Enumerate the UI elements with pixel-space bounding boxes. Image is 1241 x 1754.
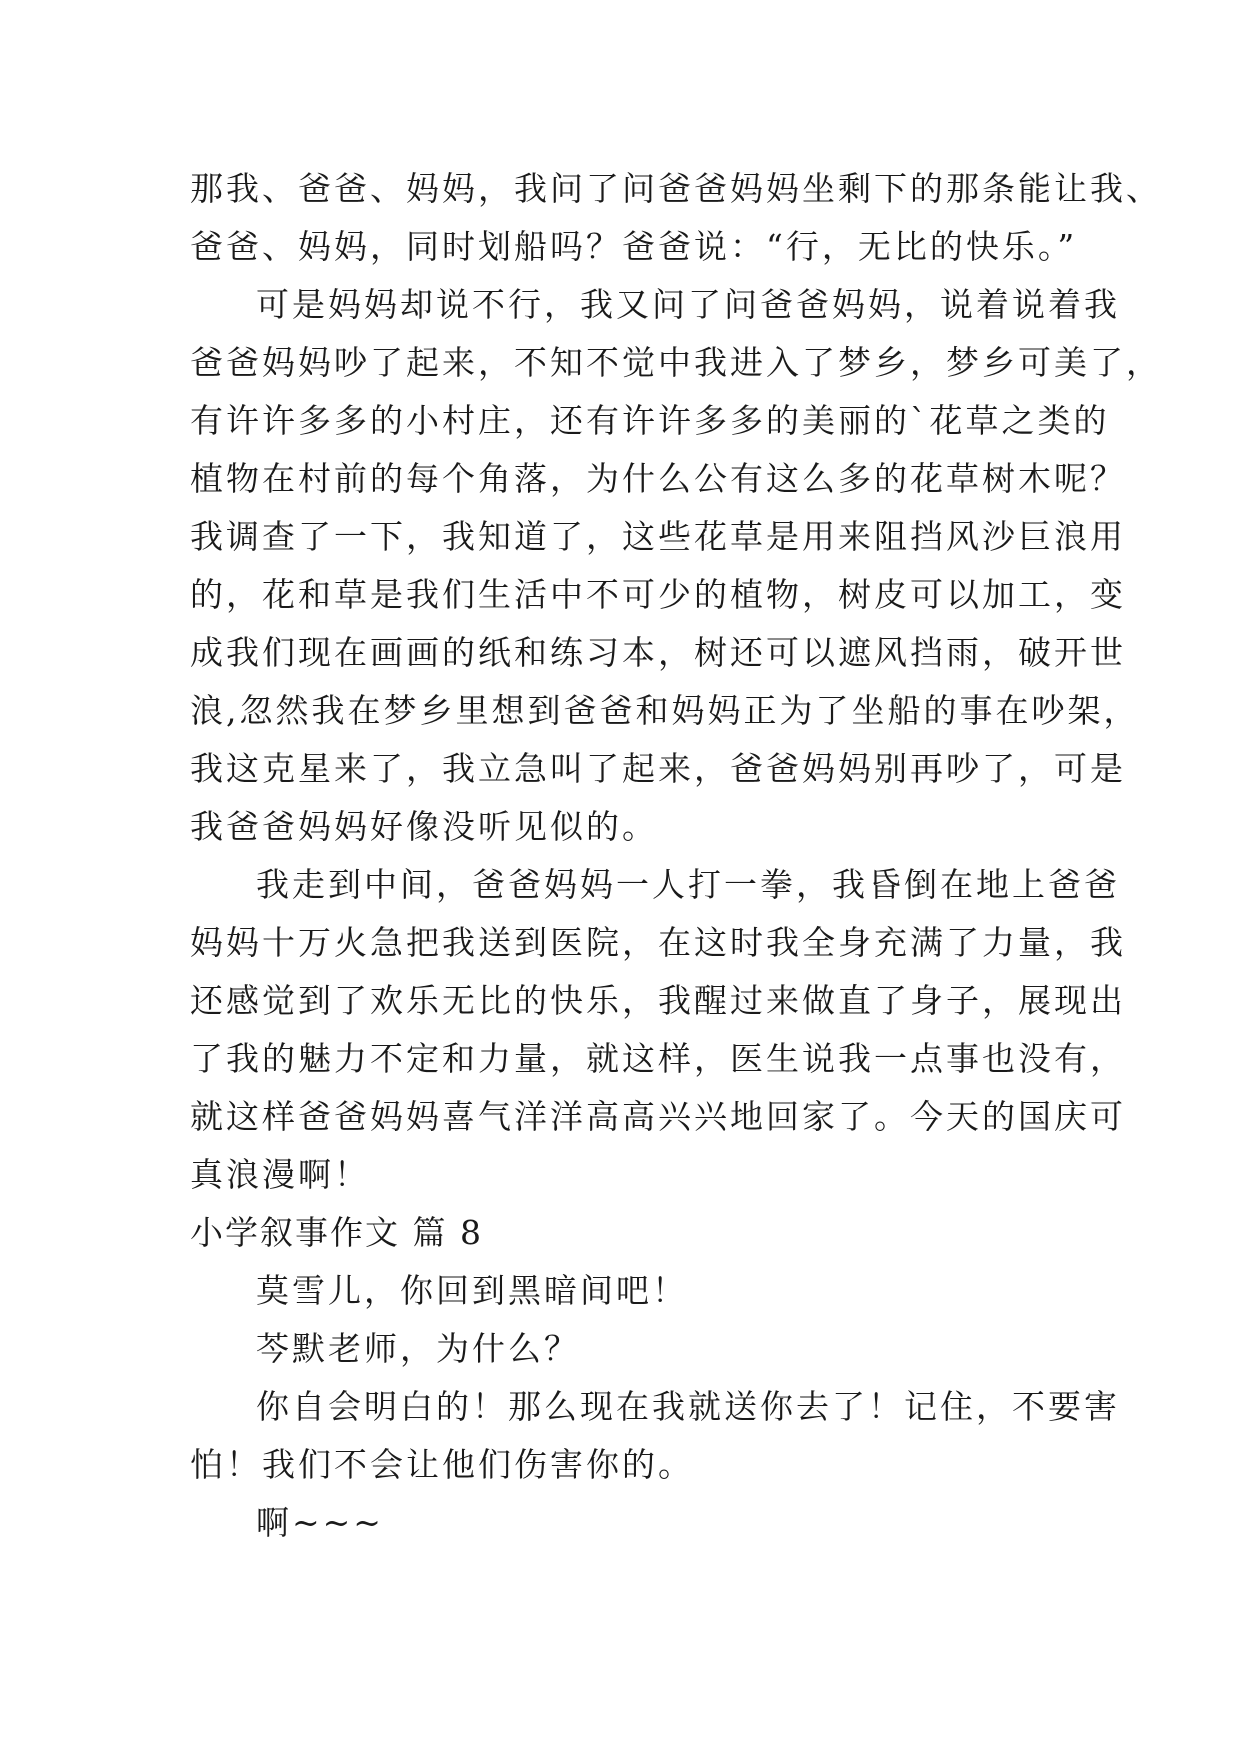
text-line: 妈妈十万火急把我送到医院，在这时我全身充满了力量，我 [190,923,1126,962]
text-line: 真浪漫啊！ [190,1155,370,1194]
section-heading: 小学叙事作文 篇 8 [190,1213,483,1252]
text-line: 爸爸、妈妈，同时划船吗？爸爸说：“行，无比的快乐。” [190,227,1078,266]
text-line: 成我们现在画画的纸和练习本，树还可以遮风挡雨，破开世 [190,633,1126,672]
document-body [190,160,1162,1552]
paragraph [190,1320,1070,1378]
text-line: 我走到中间，爸爸妈妈一人打一拳，我昏倒在地上爸爸 [256,865,1120,904]
paragraph [190,276,1162,856]
text-line: 我爸爸妈妈好像没听见似的。 [190,807,658,846]
text-line: 了我的魅力不定和力量，就这样，医生说我一点事也没有， [190,1039,1126,1078]
text-line: 莫雪儿，你回到黑暗间吧！ [256,1271,688,1310]
paragraph [190,1378,1120,1494]
text-line: 浪,忽然我在梦乡里想到爸爸和妈妈正为了坐船的事在吵架， [190,691,1140,730]
text-line: 那我、爸爸、妈妈，我问了问爸爸妈妈坐剩下的那条能让我、 [190,169,1162,208]
text-line: 啊~~~ [256,1503,384,1542]
text-line: 还感觉到了欢乐无比的快乐，我醒过来做直了身子，展现出 [190,981,1126,1020]
text-line: 芩默老师，为什么？ [256,1329,580,1368]
paragraph [190,1262,1070,1320]
text-line: 我调查了一下，我知道了，这些花草是用来阻挡风沙巨浪用 [190,517,1126,556]
text-line: 就这样爸爸妈妈喜气洋洋高高兴兴地回家了。今天的国庆可 [190,1097,1126,1136]
text-line: 怕！我们不会让他们伤害你的。 [190,1445,694,1484]
paragraph [190,160,1162,276]
text-line: 可是妈妈却说不行，我又问了问爸爸妈妈，说着说着我 [256,285,1120,324]
text-line: 我这克星来了，我立急叫了起来，爸爸妈妈别再吵了，可是 [190,749,1126,788]
text-line: 你自会明白的！那么现在我就送你去了！记住，不要害 [256,1387,1120,1426]
text-line: 爸爸妈妈吵了起来，不知不觉中我进入了梦乡，梦乡可美了， [190,343,1162,382]
text-line: 有许许多多的小村庄，还有许许多多的美丽的`花草之类的 [190,401,1110,440]
paragraph [190,856,1126,1204]
paragraph [190,1494,1070,1552]
text-line: 植物在村前的每个角落，为什么公有这么多的花草树木呢？ [190,459,1126,498]
text-line: 的，花和草是我们生活中不可少的植物，树皮可以加工，变 [190,575,1126,614]
